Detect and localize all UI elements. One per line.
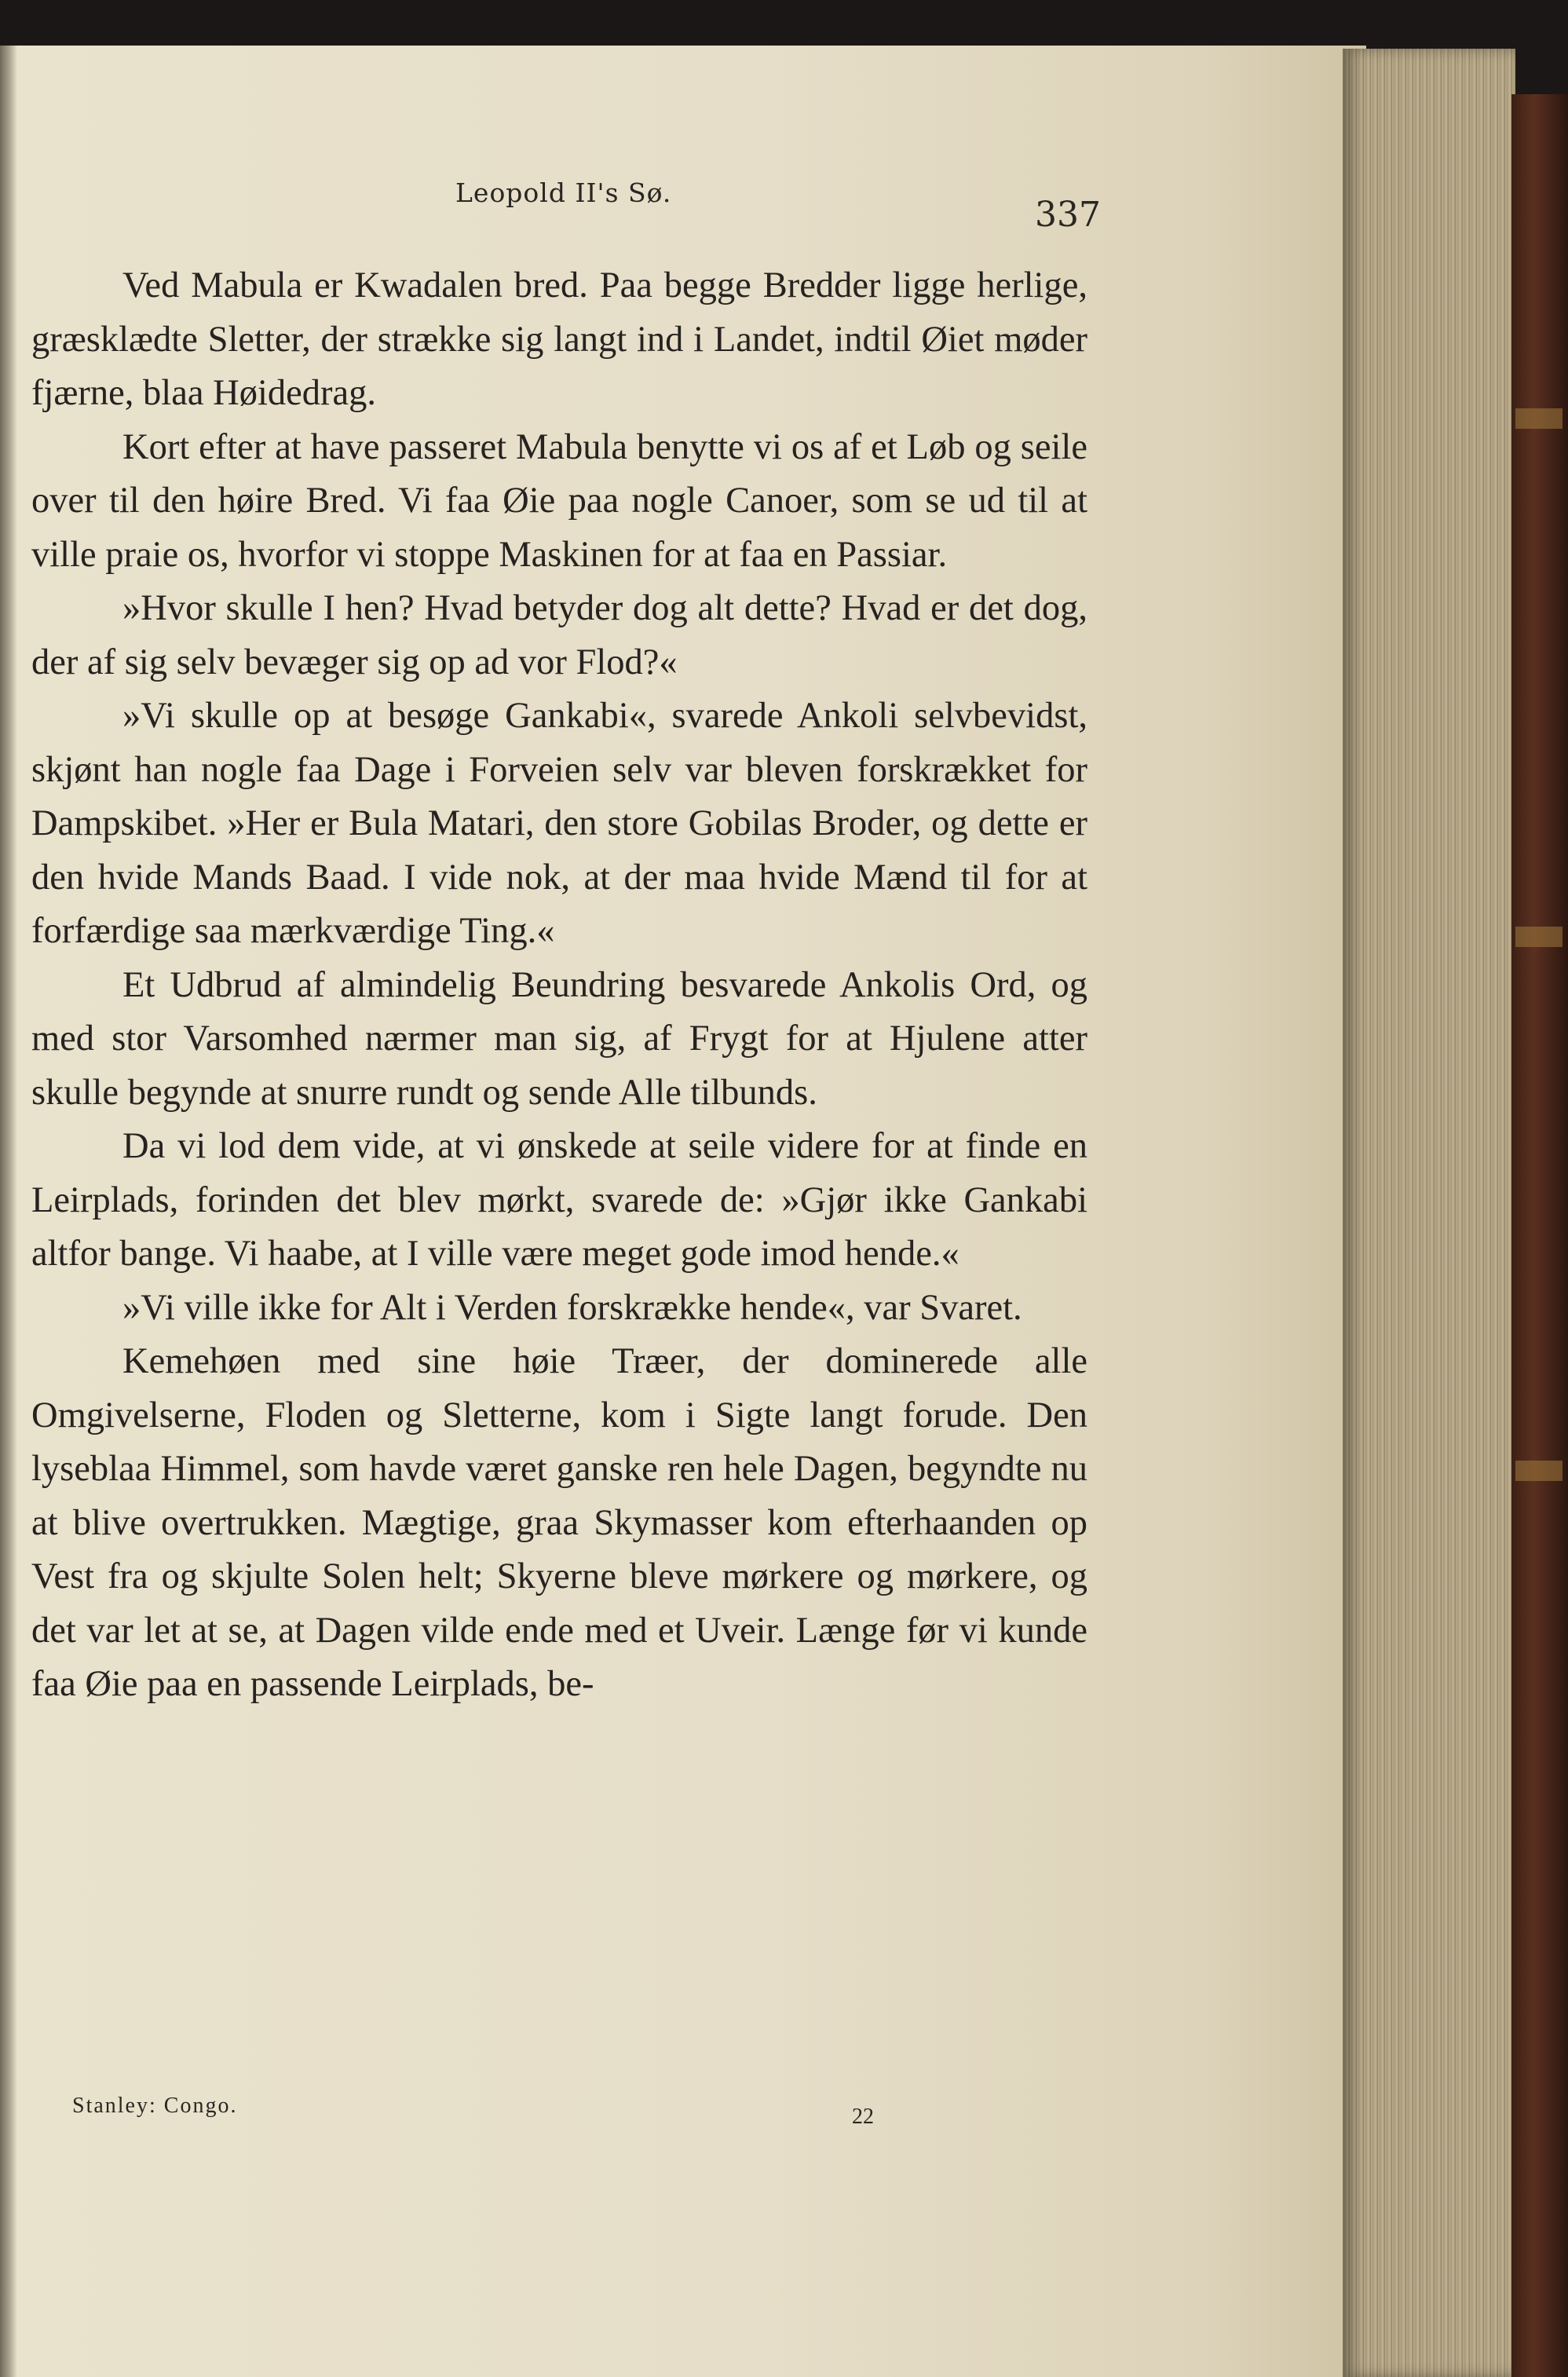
book-cover <box>1511 94 1568 2377</box>
binding-shadow <box>0 46 17 2377</box>
cover-ornament <box>1515 1461 1563 1481</box>
paragraph: Da vi lod dem vide, at vi ønskede at seile videre for at finde en Leirplads, forinden det blev mørkt, svarede de: »Gjør ikke Gankabi altfor bange. Vi haabe, at I ville være meget gode imod hende.« <box>31 1126 1087 1274</box>
page-number: 337 <box>1035 195 1101 235</box>
paragraph: Ved Mabula er Kwadalen bred. Paa begge Bredder ligge herlige, græsklædte Sletter, der strække sig langt ind i Landet, indtil Øiet møder fjærne, blaa Høidedrag. <box>31 265 1087 413</box>
paragraph: »Vi skulle op at besøge Gankabi«, svarede Ankoli selvbevidst, skjønt han nogle faa Dage i Forveien selv var bleven forskrækket for Dampskibet. »Her er Bula Matari, den store Gobilas Broder, og dette er den hvide Mands Baad. I vide nok, at der maa hvide Mænd til for at forfærdige saa mærkværdige Ting.« <box>31 696 1087 951</box>
running-head: Leopold II's Sø. <box>455 177 672 208</box>
cover-ornament <box>1515 408 1563 429</box>
signature-mark: Stanley: Congo. <box>72 2094 238 2118</box>
page-edges <box>1343 49 1515 2377</box>
paragraph: »Hvor skulle I hen? Hvad betyder dog alt dette? Hvad er det dog, der af sig selv bevæger sig op ad vor Flod?« <box>31 588 1087 682</box>
cover-ornament <box>1515 927 1563 947</box>
signature-number: 22 <box>852 2105 874 2129</box>
body-text <box>31 259 1087 1712</box>
paragraph: Kemehøen med sine høie Træer, der dominerede alle Omgivelserne, Floden og Sletterne, kom i Sigte langt forude. Den lyseblaa Himmel, som havde været ganske ren hele Dagen, begyndte nu at blive overtrukken. Mægtige, graa Skymasser kom efterhaanden op Vest fra og skjulte Solen helt; Skyerne bleve mørkere og mørkere, og det var let at se, at Dagen vilde ende med et Uveir. Længe før vi kunde faa Øie paa en passende Leirplads, be- <box>31 1341 1087 1704</box>
paragraph: Et Udbrud af almindelig Beundring besvarede Ankolis Ord, og med stor Varsomhed nærmer man sig, af Frygt for at Hjulene atter skulle begynde at snurre rundt og sende Alle tilbunds. <box>31 964 1087 1113</box>
paragraph: Kort efter at have passeret Mabula benytte vi os af et Løb og seile over til den høire Bred. Vi faa Øie paa nogle Canoer, som se ud til at ville praie os, hvorfor vi stoppe Maskinen for at faa en Passiar. <box>31 426 1087 575</box>
paragraph: »Vi ville ikke for Alt i Verden forskrække hende«, var Svaret. <box>122 1287 1022 1328</box>
